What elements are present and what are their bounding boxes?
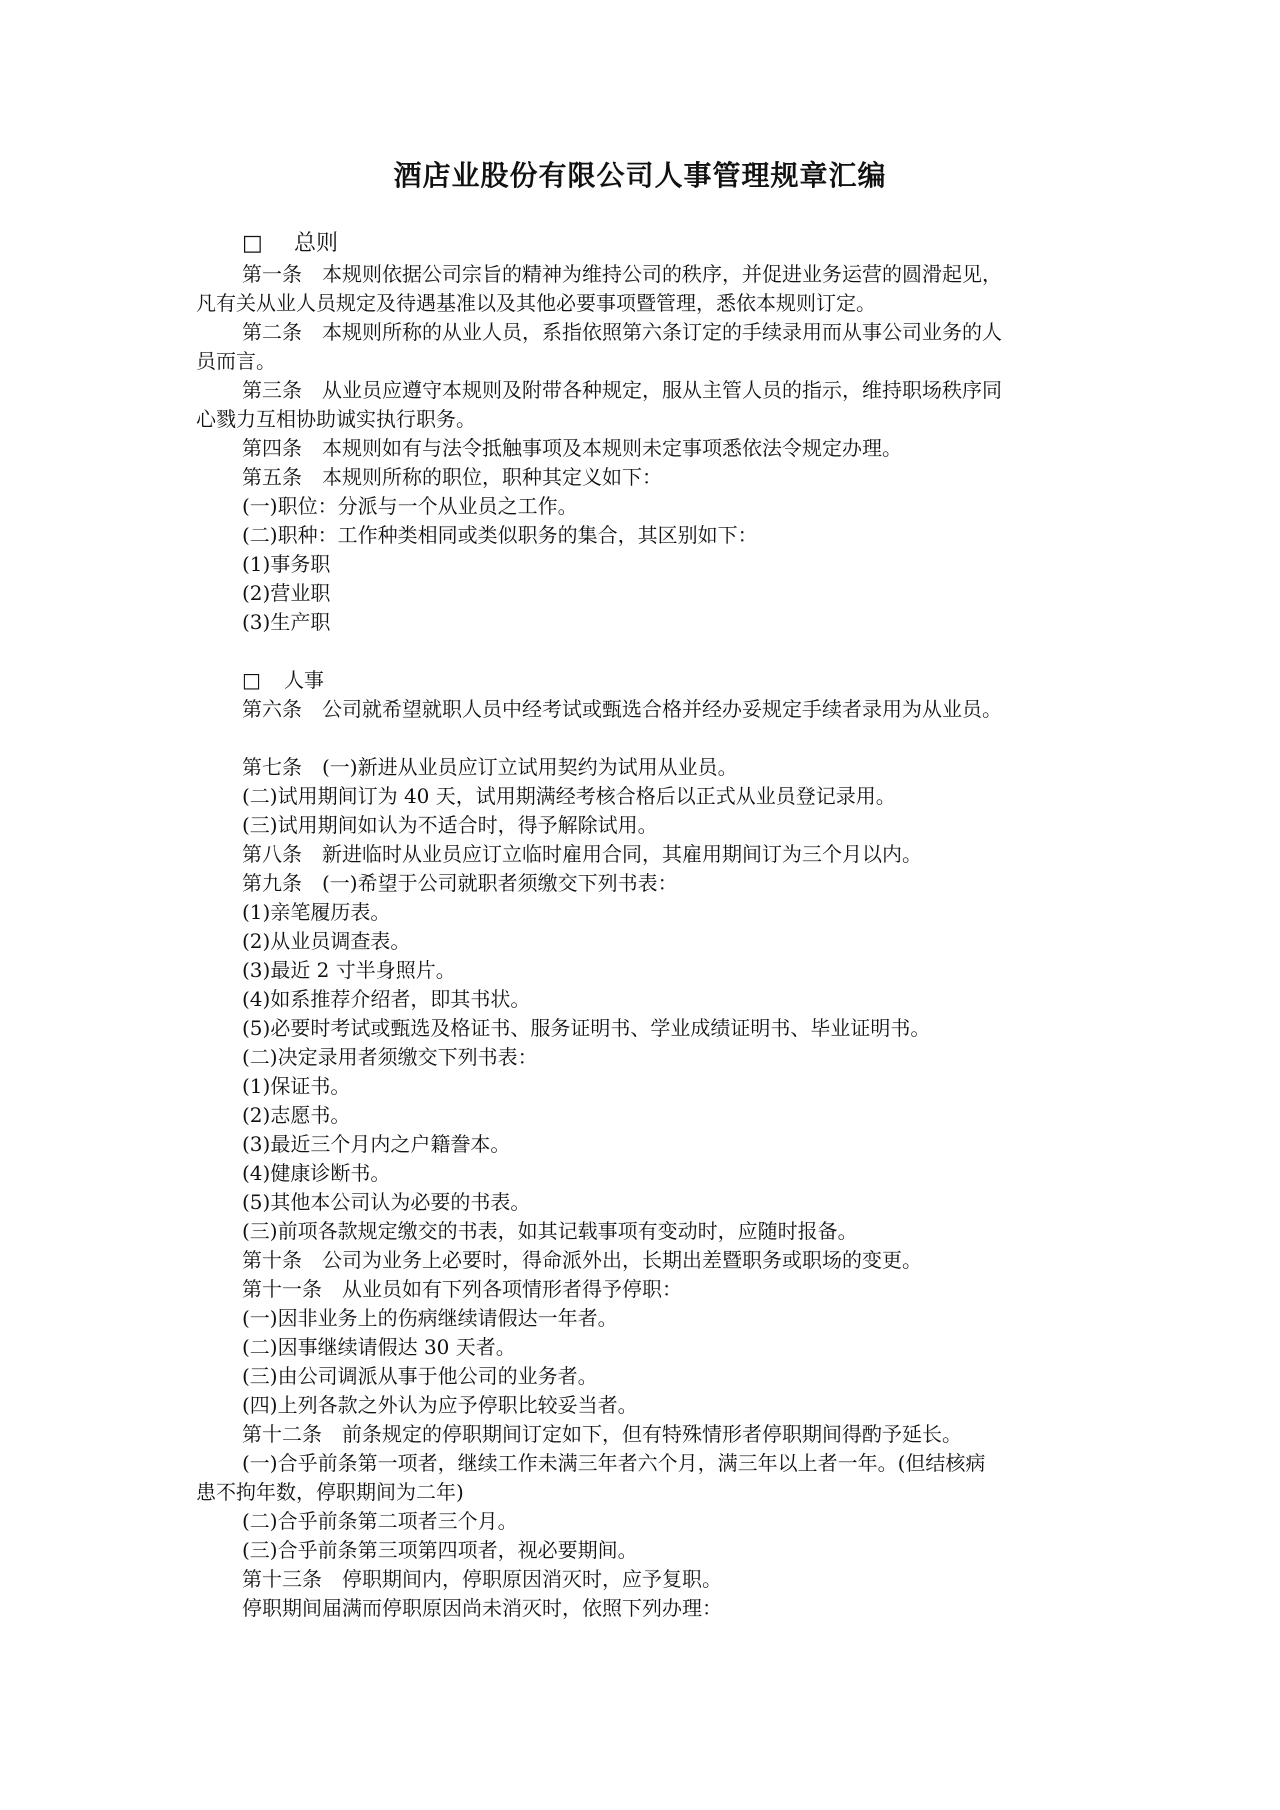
paragraph-line: (5)必要时考试或甄选及格证书、服务证明书、学业成绩证明书、毕业证明书。: [242, 1016, 931, 1040]
paragraph-line: (三)由公司调派从事于他公司的业务者。: [242, 1364, 598, 1388]
paragraph-line: 心戮力互相协助诚实执行职务。: [196, 407, 476, 431]
section-spacer: [196, 637, 1096, 666]
paragraph-line: (1)事务职: [242, 552, 331, 576]
paragraph-line: (3)生产职: [242, 610, 331, 634]
paragraph-line: 第六条 公司就希望就职人员中经考试或甄选合格并经办妥规定手续者录用为从业员。: [242, 697, 1002, 721]
section-heading-label: 人事: [284, 668, 324, 692]
paragraph-line: 第一条 本规则依据公司宗旨的精神为维持公司的秩序，并促进业务运营的圆滑起见，: [242, 262, 1002, 286]
paragraph-line: (2)志愿书。: [242, 1103, 351, 1127]
paragraph-line: (4)如系推荐介绍者，即其书状。: [242, 987, 531, 1011]
paragraph-line: (3)最近三个月内之户籍誊本。: [242, 1132, 511, 1156]
paragraph-line: (三)合乎前条第三项第四项者，视必要期间。: [242, 1538, 638, 1562]
paragraph-line: (二)职种：工作种类相同或类似职务的集合，其区别如下：: [242, 523, 758, 547]
paragraph-line: (5)其他本公司认为必要的书表。: [242, 1190, 531, 1214]
section-heading-personnel: [196, 666, 1096, 695]
paragraph-line: 第十三条 停职期间内，停职原因消灭时，应予复职。: [242, 1567, 722, 1591]
paragraph-line: 停职期间届满而停职原因尚未消灭时，依照下列办理：: [242, 1596, 722, 1620]
paragraph-line: (2)从业员调查表。: [242, 929, 411, 953]
paragraph-line: 第三条 从业员应遵守本规则及附带各种规定，服从主管人员的指示，维持职场秩序同: [242, 378, 1002, 402]
checkbox-square-icon: □: [242, 668, 261, 692]
paragraph-line: (3)最近 2 寸半身照片。: [242, 958, 456, 982]
paragraph-line: (一)因非业务上的伤病继续请假达一年者。: [242, 1306, 618, 1330]
paragraph-line: (二)因事继续请假达 30 天者。: [242, 1335, 516, 1359]
paragraph-line: 员而言。: [196, 349, 276, 373]
paragraph-line: 第九条 (一)希望于公司就职者须缴交下列书表：: [242, 871, 678, 895]
paragraph-line: 第五条 本规则所称的职位，职种其定义如下：: [242, 465, 662, 489]
checkbox-square-icon: □: [242, 231, 263, 256]
paragraph-line: 凡有关从业人员规定及待遇基准以及其他必要事项暨管理，悉依本规则订定。: [196, 291, 876, 315]
paragraph-line: 患不拘年数，停职期间为二年): [196, 1480, 464, 1504]
paragraph-line: (二)合乎前条第二项者三个月。: [242, 1509, 518, 1533]
section-heading-general: [196, 228, 1096, 260]
paragraph-line: (4)健康诊断书。: [242, 1161, 391, 1185]
paragraph-line: (1)保证书。: [242, 1074, 351, 1098]
paragraph-line: 第七条 (一)新进从业员应订立试用契约为试用从业员。: [242, 755, 738, 779]
paragraph-line: (三)前项各款规定缴交的书表，如其记载事项有变动时，应随时报备。: [242, 1219, 858, 1243]
paragraph-line: 第四条 本规则如有与法令抵触事项及本规则未定事项悉依法令规定办理。: [242, 436, 902, 460]
paragraph-line: 第十二条 前条规定的停职期间订定如下，但有特殊情形者停职期间得酌予延长。: [242, 1422, 962, 1446]
document-title: 酒店业股份有限公司人事管理规章汇编: [393, 159, 887, 192]
section-heading-label: 总则: [294, 231, 339, 256]
paragraph-line: (四)上列各款之外认为应予停职比较妥当者。: [242, 1393, 638, 1417]
paragraph-line: (三)试用期间如认为不适合时，得予解除试用。: [242, 813, 658, 837]
paragraph-line: 第八条 新进临时从业员应订立临时雇用合同，其雇用期间订为三个月以内。: [242, 842, 922, 866]
paragraph-line: 第十一条 从业员如有下列各项情形者得予停职：: [242, 1277, 682, 1301]
paragraph-line: 第二条 本规则所称的从业人员，系指依照第六条订定的手续录用而从事公司业务的人: [242, 320, 1002, 344]
paragraph-line: [196, 724, 1096, 753]
paragraph-line: (二)决定录用者须缴交下列书表：: [242, 1045, 538, 1069]
paragraph-line: (1)亲笔履历表。: [242, 900, 391, 924]
paragraph-line: (一)职位：分派与一个从业员之工作。: [242, 494, 578, 518]
paragraph-line: (二)试用期间订为 40 天，试用期满经考核合格后以正式从业员登记录用。: [242, 784, 896, 808]
paragraph-line: (一)合乎前条第一项者，继续工作未满三年者六个月，满三年以上者一年。(但结核病: [242, 1451, 986, 1475]
document-body: [196, 228, 1096, 1623]
paragraph-line: 第十条 公司为业务上必要时，得命派外出，长期出差暨职务或职场的变更。: [242, 1248, 922, 1272]
paragraph-line: (2)营业职: [242, 581, 331, 605]
